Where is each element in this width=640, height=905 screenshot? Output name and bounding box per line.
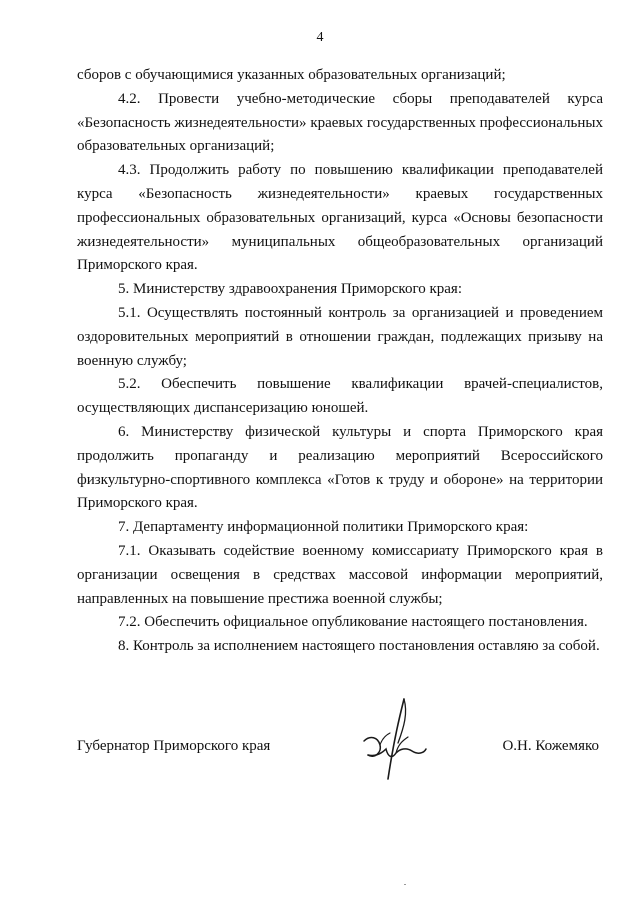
paragraph-7-2: 7.2. Обеспечить официальное опубликование настоящего постановления. [118,614,588,631]
paragraph-5: 5. Министерству здравоохранения Приморского края: [118,281,462,298]
scan-speck [404,884,406,885]
paragraph-4-3: 4.3. Продолжить работу по повышению квалификации преподавателей курса «Безопасность жизнедеятельности» краевых государственных профессиональных образовательных организаций, курса «Основы безопасности жизнедеятельности» муниципальных общеобразовательных организаций Приморского края. [77,162,603,274]
handwritten-signature-icon [360,695,430,785]
signatory-title: Губернатор Приморского края [77,738,271,754]
signatory-name: О.Н. Кожемяко [502,738,599,754]
paragraph-8: 8. Контроль за исполнением настоящего постановления оставляю за собой. [118,638,600,655]
paragraph-4-2: 4.2. Провести учебно-методические сборы преподавателей курса «Безопасность жизнедеятельности» краевых государственных профессиональных образовательных организаций; [77,90,603,155]
paragraph-7: 7. Департаменту информационной политики Приморского края: [118,519,529,536]
signature-block [77,738,603,768]
paragraph-5-2: 5.2. Обеспечить повышение квалификации врачей-специалистов, осуществляющих диспансеризацию юношей. [77,376,603,417]
paragraph-continuation: сборов с обучающимися указанных образовательных организаций; [77,67,506,83]
document-body [77,64,603,659]
paragraph-5-1: 5.1. Осуществлять постоянный контроль за организацией и проведением оздоровительных мероприятий в отношении граждан, подлежащих призыву на военную службу; [77,304,603,369]
paragraph-7-1: 7.1. Оказывать содействие военному комиссариату Приморского края в организации освещения в средствах массовой информации мероприятий, направленных на повышение престижа военной службы; [77,542,603,607]
page-number: 4 [316,30,324,45]
paragraph-6: 6. Министерству физической культуры и спорта Приморского края продолжить пропаганду и реализацию мероприятий Всероссийского физкультурно-спортивного комплекса «Готов к труду и обороне» на территории Приморского края. [77,423,603,512]
